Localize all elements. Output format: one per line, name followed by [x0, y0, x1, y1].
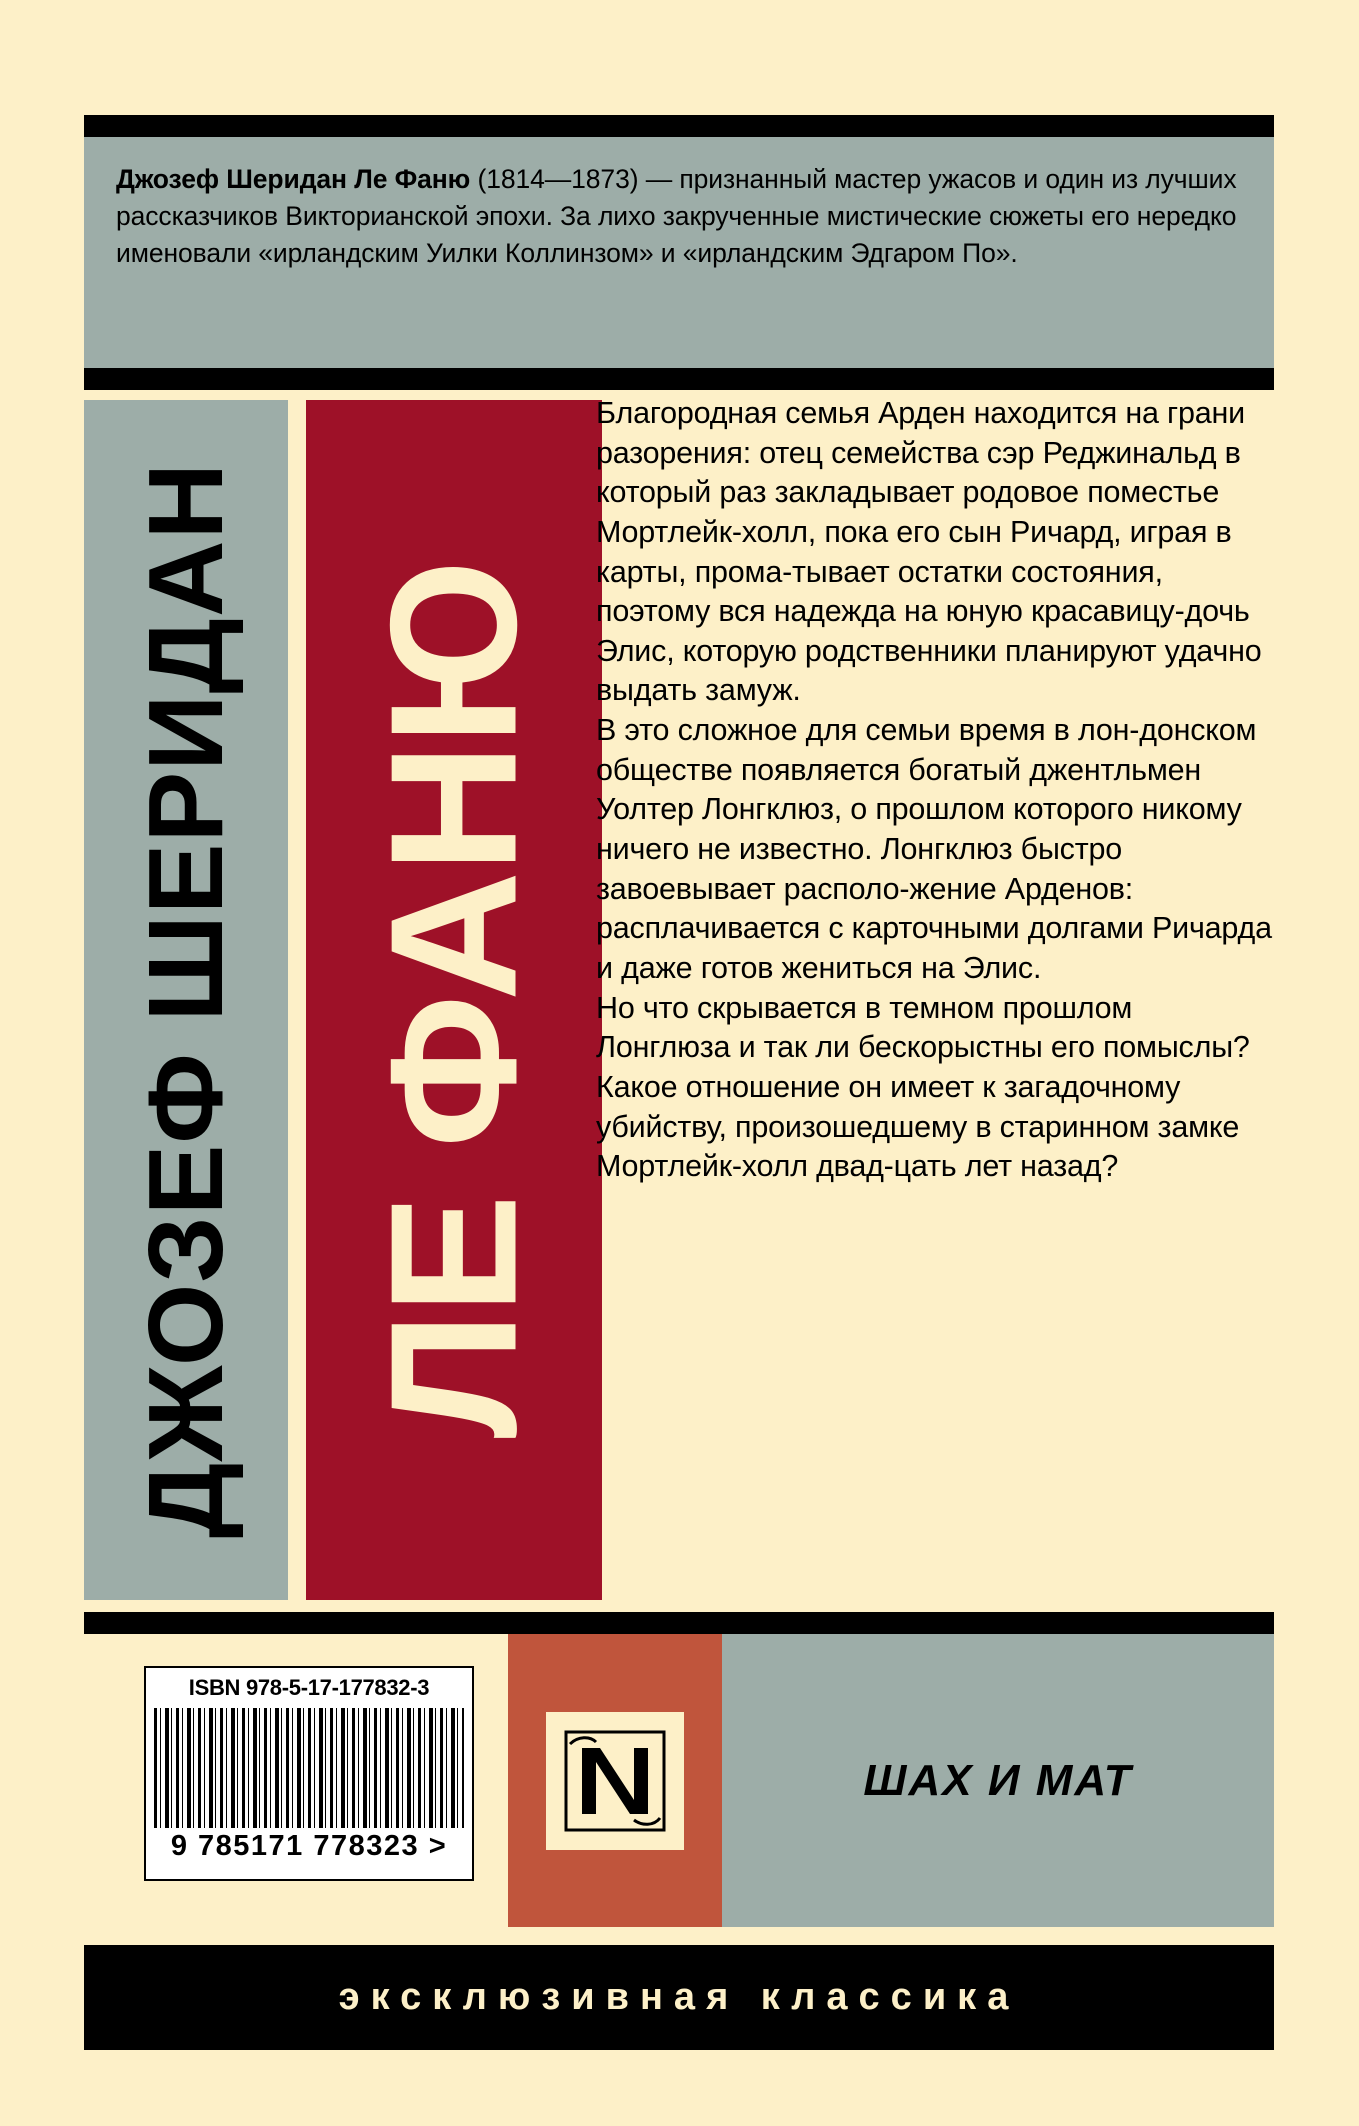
author-bio-rest: — признанный мастер ужасов и один из лучших рассказчиков Викторианской эпохи. За лихо закрученные мистические сюжеты его нередко именовали «ирландским Уилки Коллинзом» и «ирландским Эдгаром По».: [116, 164, 1237, 268]
author-bio-panel: [84, 137, 1274, 368]
author-bio-name: Джозеф Шеридан Ле Фаню: [116, 164, 471, 194]
author-name-panel: [84, 400, 288, 1600]
divider-rule: [84, 1612, 1274, 1634]
book-title-panel: [306, 400, 602, 1600]
author-bio-band: [84, 115, 1274, 390]
author-bio-text: [116, 161, 1242, 271]
blurb-paragraph: Благородная семья Арден находится на грани разорения: отец семейства сэр Реджинальд в который раз закладывает родовое поместье Мортлейк-холл, пока его сын Ричард, играя в карты, прома-тывает остатки состояния, поэтому вся надежда на юную красавицу-дочь Элис, которую родственники планируют удачно выдать замуж.: [596, 396, 1262, 708]
cover-bottom-row: [84, 1634, 1274, 1927]
publisher-logo-area: [508, 1634, 722, 1927]
book-title-area: [722, 1634, 1274, 1927]
book-title-vertical: ЛЕ ФАНЮ: [353, 561, 555, 1439]
author-name-vertical: ДЖОЗЕФ ШЕРИДАН: [127, 461, 245, 1539]
book-title-text: ШАХ И МАТ: [863, 1755, 1133, 1805]
isbn-label: ISBN 978-5-17-177832-3: [188, 1675, 430, 1700]
blurb-paragraph: Но что скрывается в темном прошлом Лонглюза и так ли бескорыстны его помыслы? Какое отношение он имеет к загадочному убийству, произошедшему в старинном замке Мортлейк-холл двад-цать лет назад?: [596, 990, 1250, 1184]
barcode-box: [144, 1666, 474, 1881]
author-bio-years: (1814—1873): [470, 164, 639, 194]
barcode-digits: 9 785171 778323 >: [170, 1830, 448, 1862]
blurb-paragraph: В это сложное для семьи время в лон-донском обществе появляется богатый джентльмен Уолтер Лонгклюз, о прошлом которого никому ничего не известно. Лонгклюз быстро завоевывает располо-жение Арденов: расплачивается с карточными долгами Ричарда и даже готов жениться на Элис.: [596, 713, 1272, 985]
blurb-column: [596, 394, 1274, 1187]
series-name-text: эксклюзивная классика: [338, 1976, 1020, 2018]
publisher-monogram-icon: [546, 1712, 684, 1850]
cover-middle-section: [84, 396, 1274, 1600]
barcode-icon: [154, 1708, 464, 1828]
series-band: [84, 1945, 1274, 2050]
barcode-area: [84, 1634, 508, 1927]
